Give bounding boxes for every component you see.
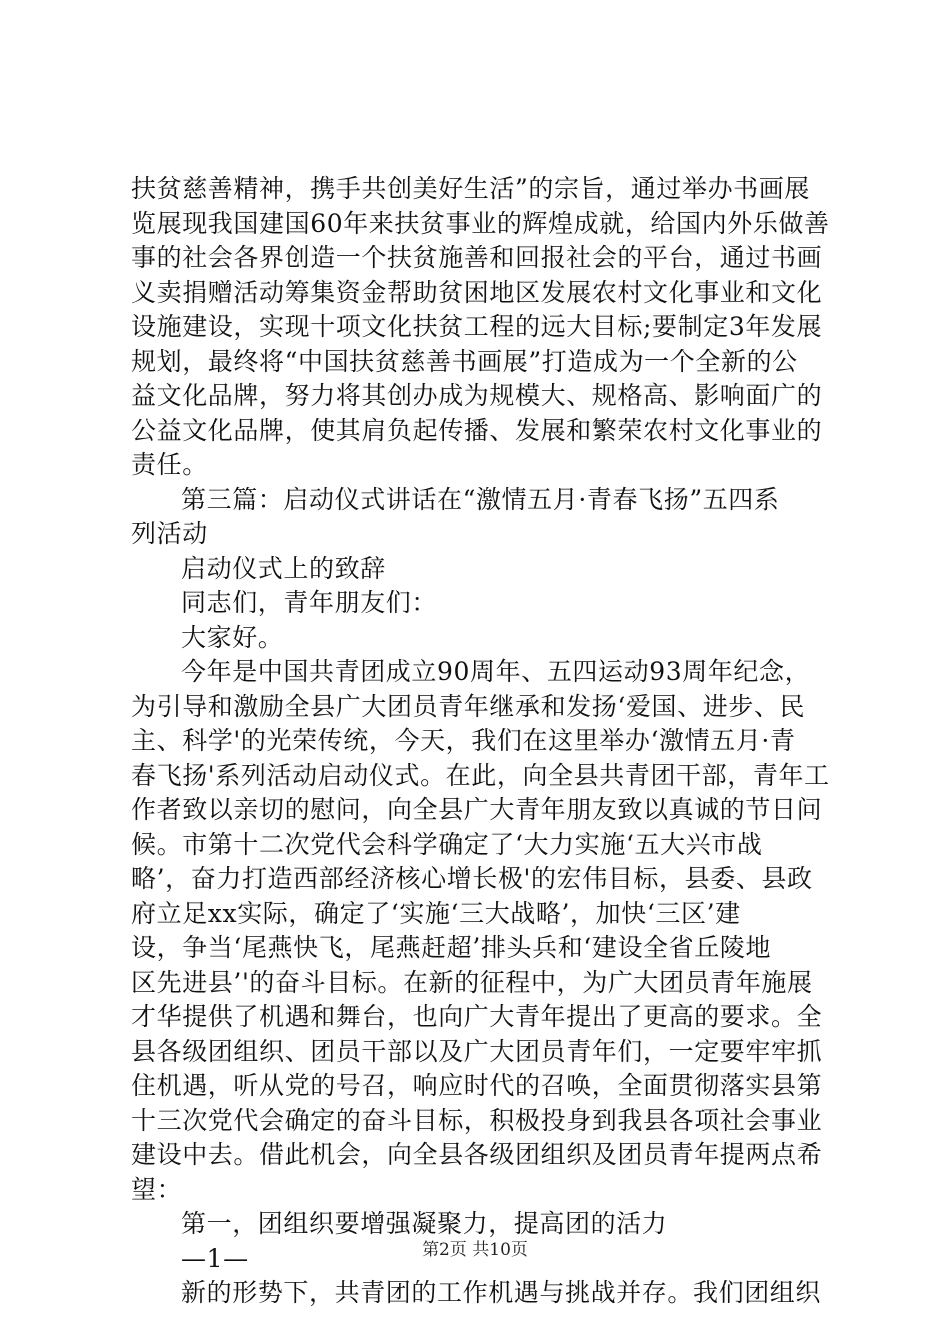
text-line: 列活动 — [131, 519, 208, 548]
text-line: 住机遇，听从党的号召，响应时代的召唤，全面贯彻落实县第 — [131, 1071, 823, 1100]
text-line: 规划，最终将“中国扶贫慈善书画展”打造成为一个全新的公 — [131, 346, 798, 376]
text-line: 事的社会各界创造一个扶贫施善和回报社会的平台，通过书画 — [131, 243, 823, 272]
text-line: 大家好。 — [181, 622, 284, 652]
text-line: 建设中去。借此机会，向全县各级团组织及团员青年提两点希 — [131, 1140, 823, 1169]
text-line: 责任。 — [131, 450, 208, 479]
text-line: 扶贫慈善精神，携手共创美好生活”的宗旨，通过举办书画展 — [131, 174, 810, 203]
text-line: 略’，奋力打造西部经济核心增长极'的宏伟目标，县委、县政 — [131, 864, 813, 893]
text-line: 十三次党代会确定的奋斗目标，积极投身到我县各项社会事业 — [131, 1105, 823, 1135]
text-line: 作者致以亲切的慰问，向全县广大青年朋友致以真诚的节日问 — [131, 795, 823, 824]
text-line: 主、科学'的光荣传统，今天，我们在这里举办‘激情五月·青 — [131, 726, 796, 755]
text-line: 公益文化品牌，使其肩负起传播、发展和繁荣农村文化事业的 — [131, 415, 823, 445]
text-line: 春飞扬'系列活动启动仪式。在此，向全县共青团干部，青年工 — [131, 760, 830, 790]
text-line: —1— — [181, 1243, 249, 1273]
text-line: 候。市第十二次党代会科学确定了‘大力实施‘五大兴市战 — [131, 829, 763, 859]
text-line: 今年是中国共青团成立90周年、五四运动93周年纪念， — [181, 657, 811, 686]
text-line: 第一，团组织要增强凝聚力，提高团的活力 — [181, 1209, 668, 1238]
text-line: 为引导和激励全县广大团员青年继承和发扬‘爱国、进步、民 — [131, 691, 806, 721]
text-line: 县各级团组织、团员干部以及广大团员青年们，一定要牢牢抓 — [131, 1036, 823, 1066]
text-line: 才华提供了机遇和舞台，也向广大青年提出了更高的要求。全 — [131, 1002, 823, 1031]
document-body — [131, 172, 831, 1311]
text-line: 义卖捐赠活动筹集资金帮助贫困地区发展农村文化事业和文化 — [131, 277, 823, 307]
text-line: 府立足xx实际，确定了‘实施‘三大战略’，加快‘三区’建 — [131, 898, 741, 928]
text-line: 设，争当‘尾燕快飞，尾燕赶超’排头兵和‘建设全省丘陵地 — [131, 933, 772, 962]
text-line: 益文化品牌，努力将其创办成为规模大、规格高、影响面广的 — [131, 381, 823, 410]
text-line: 第三篇：启动仪式讲话在“激情五月·青春飞扬”五四系 — [181, 484, 780, 514]
page-footer: 第2页 共10页 — [422, 1240, 528, 1260]
text-line: 区先进县’'的奋斗目标。在新的征程中，为广大团员青年施展 — [131, 967, 813, 997]
text-line: 设施建设，实现十项文化扶贫工程的远大目标;要制定3年发展 — [131, 312, 823, 341]
text-line: 新的形势下，共青团的工作机遇与挑战并存。我们团组织 — [181, 1278, 822, 1307]
text-line: 同志们，青年朋友们： — [181, 588, 438, 617]
text-line: 望： — [131, 1174, 183, 1204]
text-line: 览展现我国建国60年来扶贫事业的辉煌成就，给国内外乐做善 — [131, 208, 830, 238]
text-line: 启动仪式上的致辞 — [181, 553, 386, 583]
